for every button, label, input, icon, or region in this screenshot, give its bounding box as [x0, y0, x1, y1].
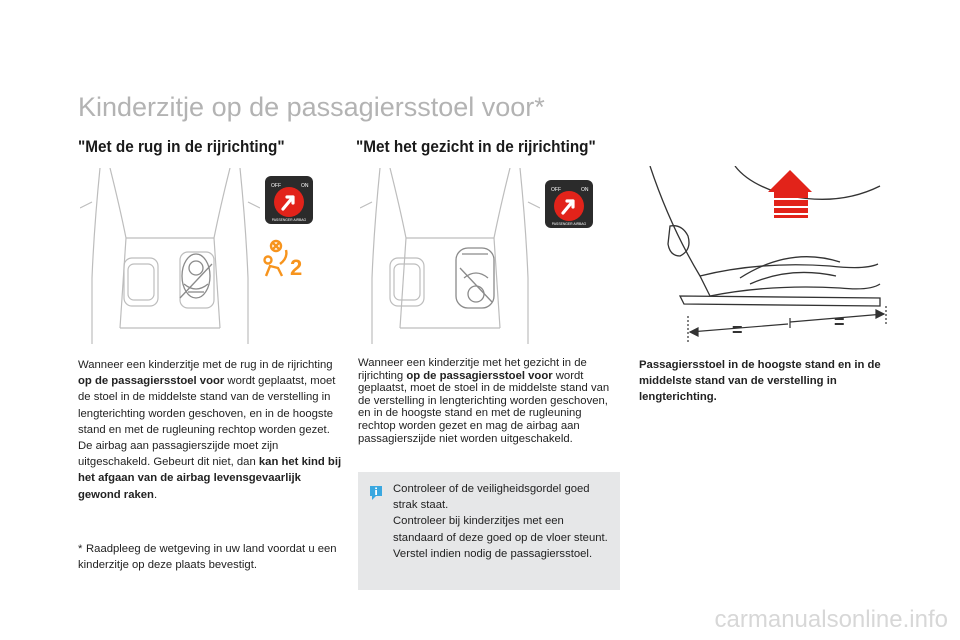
badge-passenger-airbag-label: PASSENGER AIRBAG [551, 222, 587, 226]
footnote [78, 541, 348, 573]
info-line-seatbelt: Controleer of de veiligheidsgordel goed strak staat. [393, 483, 590, 512]
forward-facing-paragraph [358, 357, 620, 445]
emphasis: op de passagiersstoel voor [78, 375, 225, 388]
equal-sign-right: = [834, 312, 845, 332]
badge-on-label: ON [581, 187, 589, 193]
info-icon [368, 484, 384, 502]
forward-facing-seat-illustration [360, 168, 540, 344]
equal-sign-left: = [732, 320, 743, 340]
watermark: carmanualsonline.info [714, 606, 948, 633]
warning-emphasis: kan het kind bij het afgaan van de airbag levensgevaarlijk gewond raken [78, 456, 342, 501]
emphasis: op de passagiersstoel voor [406, 369, 553, 382]
footnote-marker: * [78, 543, 83, 555]
seat-raise-arrow-icon [768, 170, 812, 218]
page-title: Kinderzitje op de passagiersstoel voor* [78, 92, 545, 122]
badge-on-label: ON [301, 183, 309, 189]
rear-facing-seat-illustration [80, 168, 260, 344]
text: Wanneer een kinderzitje met de rug in de rijrichting [78, 359, 333, 371]
badge-off-label: OFF [551, 187, 561, 193]
info-line-support-leg: Controleer bij kinderzitjes met een standaard of deze goed op de vloer steunt. Verstel indien nodig de passagiersstoel. [393, 515, 608, 560]
seat-height-position-illustration [640, 166, 890, 346]
subtitle-forward-facing: "Met het gezicht in de rijrichting" [356, 137, 596, 156]
airbag-warning-digit: 2 [290, 255, 303, 278]
text: . [153, 488, 158, 501]
text: wordt geplaatst, moet de stoel in de middelste stand van de verstelling in lengterichting worden geschoven, en in de hoogste stand en met de rugleuning rechtop worden gezet. [78, 375, 336, 436]
info-text [393, 481, 613, 562]
subtitle-rear-facing: "Met de rug in de rijrichting" [78, 137, 285, 156]
rear-facing-paragraph [78, 357, 343, 503]
airbag-on-switch-badge [545, 180, 593, 228]
text: wordt geplaatst, moet de stoel in de middelste stand van de verstelling in lengterichting worden geschoven, en in de hoogste stand en met de rugleuning rechtop worden gezet en mag de airbag aan passagierszijde niet worden uitgeschakeld. [358, 369, 610, 445]
seat-position-caption: Passagiersstoel in de hoogste stand en in de middelste stand van de verstelling in lengterichting. [639, 359, 881, 403]
airbag-warning-icon [262, 238, 310, 278]
text: De airbag aan passagierszijde moet zijn uitgeschakeld. Gebeurt dit niet, dan [78, 440, 279, 469]
badge-passenger-airbag-label: PASSENGER AIRBAG [271, 218, 307, 222]
badge-off-label: OFF [271, 183, 281, 189]
text: Wanneer een kinderzitje met het gezicht in de rijrichting [358, 357, 587, 382]
airbag-off-switch-badge [265, 176, 313, 224]
footnote-text: Raadpleeg de wetgeving in uw land voordat u een kinderzitje op deze plaats bevestigt. [78, 543, 337, 571]
